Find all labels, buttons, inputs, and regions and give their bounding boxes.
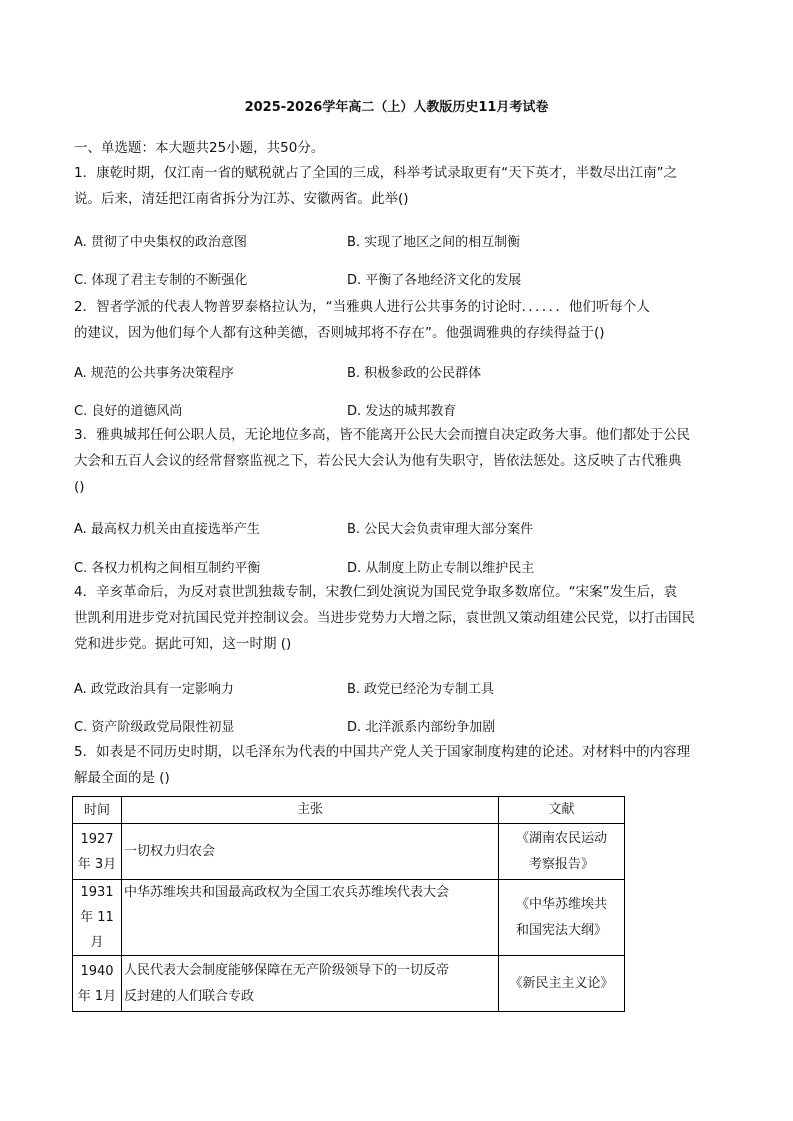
table-cell-time <box>73 956 122 1012</box>
question-3-line-2: 大会和五百人会议的经常督察监视之下，若公民大会认为他有失职守，皆依法惩处。这反映了古代雅典 <box>74 453 682 469</box>
section-heading: 一、单选题：本大题共25小题，共50分。 <box>74 140 325 156</box>
time-year: 1940 <box>80 963 114 979</box>
document-line-1: 《中华苏维埃共 <box>515 896 607 912</box>
question-4-stem <box>74 579 695 657</box>
question-2-option-b[interactable]: B. 积极参政的公民群体 <box>347 366 482 381</box>
exam-title: 2025-2026学年高二（上）人教版历史11月考试卷 <box>244 100 549 115</box>
question-2-line-2: 的建议，因为他们每个人都有这种美德，否则城邦将不存在”。他强调雅典的存续得益于() <box>74 325 605 341</box>
time-month: 年 3月 <box>77 856 117 872</box>
question-4-line-2: 世凯利用进步党对抗国民党并控制议会。当进步党势力大增之际，袁世凯又策动组建公民党，以打击国民 <box>74 610 695 626</box>
content-line-1: 一切权力归农会 <box>124 843 216 859</box>
table-row <box>73 880 625 956</box>
question-3-option-a[interactable]: A. 最高权力机关由直接选举产生 <box>74 522 260 537</box>
question-1-option-c[interactable]: C. 体现了君主专制的不断强化 <box>74 273 248 288</box>
time-month: 年 1月 <box>77 988 117 1004</box>
question-1-option-a[interactable]: A. 贯彻了中央集权的政治意图 <box>74 235 247 250</box>
question-1-line-2: 说。后来，清廷把江南省拆分为江苏、安徽两省。此举() <box>74 191 409 207</box>
question-4-option-a[interactable]: A. 政党政治具有一定影响力 <box>74 682 234 697</box>
question-2-line-1: 2．智者学派的代表人物普罗泰格拉认为，“当雅典人进行公共事务的讨论时．．．．．．他们听每个人 <box>74 299 650 315</box>
table-cell-time <box>73 824 122 880</box>
content-line-1: 人民代表大会制度能够保障在无产阶级领导下的一切反帝 <box>124 962 450 978</box>
question-5-line-1: 5．如表是不同历史时期，以毛泽东为代表的中国共产党人关于国家制度构建的论述。对材料中的内容理 <box>74 744 691 760</box>
question-3-option-d[interactable]: D. 从制度上防止专制以维护民主 <box>347 561 535 576</box>
table-cell-content <box>122 824 499 880</box>
question-4-line-3: 党和进步党。据此可知，这一时期 () <box>74 636 292 652</box>
table-header-row <box>73 797 625 824</box>
question-4-option-b[interactable]: B. 政党已经沦为专制工具 <box>347 682 495 697</box>
document-line-2: 考察报告》 <box>528 856 594 872</box>
question-4-option-d[interactable]: D. 北洋派系内部纷争加剧 <box>347 720 496 735</box>
question-3-stem <box>74 422 690 500</box>
table-cell-document <box>499 956 625 1012</box>
question-3-option-b[interactable]: B. 公民大会负责审理大部分案件 <box>347 522 534 537</box>
table-cell-document <box>499 824 625 880</box>
question-2-option-d[interactable]: D. 发达的城邦教育 <box>347 404 457 419</box>
question-5-stem <box>74 739 690 791</box>
question-5-line-2: 解最全面的是 () <box>74 770 170 786</box>
time-month: 年 11月 <box>80 910 114 950</box>
question-2-option-c[interactable]: C. 良好的道德风尚 <box>74 404 183 419</box>
table-cell-content <box>122 880 499 956</box>
question-2-stem <box>74 294 650 346</box>
table-header-document: 文献 <box>499 797 625 824</box>
question-3-line-1: 3．雅典城邦任何公职人员，无论地位多高，皆不能离开公民大会而擅自决定政务大事。他们都处于公民 <box>74 427 691 443</box>
question-1-stem <box>74 160 677 212</box>
table-header-content: 主张 <box>122 797 499 824</box>
question-4-line-1: 4．辛亥革命后，为反对袁世凯独裁专制，宋教仁到处演说为国民党争取多数席位。“宋案”发生后，袁 <box>74 584 678 600</box>
table-cell-time <box>73 880 122 956</box>
question-1-option-d[interactable]: D. 平衡了各地经济文化的发展 <box>347 273 522 288</box>
document-line-1: 《新民主主义论》 <box>509 975 614 991</box>
content-line-2: 反封建的人们联合专政 <box>124 988 255 1004</box>
table-cell-document <box>499 880 625 956</box>
question-1-option-b[interactable]: B. 实现了地区之间的相互制衡 <box>347 235 521 250</box>
question-5-table <box>72 796 625 1012</box>
question-1-line-1: 1．康乾时期，仅江南一省的赋税就占了全国的三成，科举考试录取更有“天下英才，半数尽出江南”之 <box>74 165 678 181</box>
table-row <box>73 956 625 1012</box>
question-2-option-a[interactable]: A. 规范的公共事务决策程序 <box>74 366 234 381</box>
time-year: 1931 <box>80 885 114 900</box>
question-3-option-c[interactable]: C. 各权力机构之间相互制约平衡 <box>74 561 261 576</box>
document-line-1: 《湖南农民运动 <box>515 830 607 846</box>
table-row <box>73 824 625 880</box>
content-line-1: 中华苏维埃共和国最高政权为全国工农兵苏维埃代表大会 <box>124 885 450 900</box>
table-header-time: 时间 <box>73 797 122 824</box>
document-line-2: 和国宪法大纲》 <box>515 922 607 938</box>
question-4-option-c[interactable]: C. 资产阶级政党局限性初显 <box>74 720 235 735</box>
time-year: 1927 <box>80 831 114 847</box>
question-3-line-3: () <box>74 479 85 495</box>
table-cell-content <box>122 956 499 1012</box>
